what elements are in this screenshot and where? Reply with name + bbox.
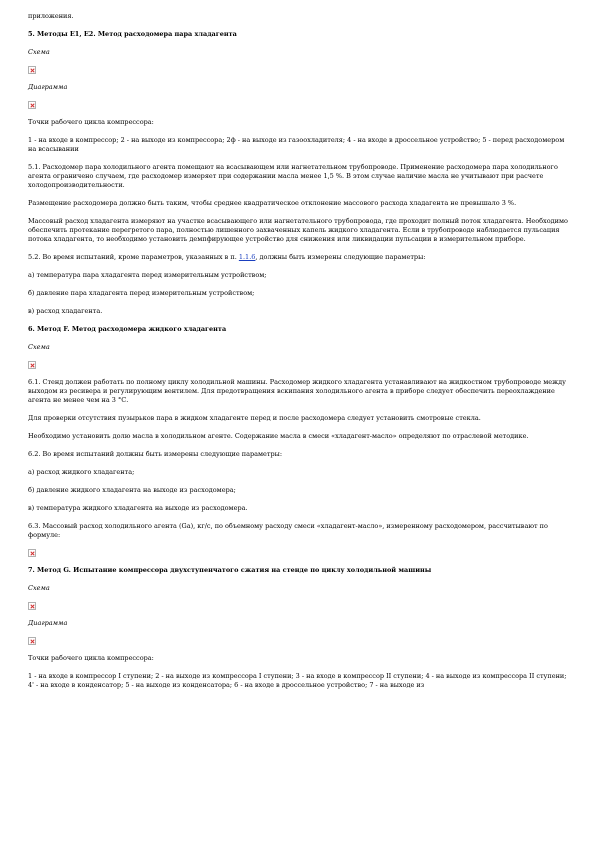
paragraph: Точки рабочего цикла компрессора: <box>28 118 154 126</box>
paragraph: 6.2. Во время испытаний должны быть измерены следующие параметры: <box>28 450 283 458</box>
section-heading-5: 5. Методы Е1, Е2. Метод расходомера пара хладагента <box>28 30 237 38</box>
paragraph: Размещение расходомера должно быть таким, чтобы среднее квадратическое отклонение массового расхода хладагента не превышало 3 %. <box>28 199 517 207</box>
paragraph: Необходимо установить долю масла в холодильном агенте. Содержание масла в смеси «хладагент-масло» определяют по отраслевой методике. <box>28 432 529 440</box>
paragraph: Точки рабочего цикла компрессора: <box>28 654 154 662</box>
broken-image-icon <box>28 602 36 610</box>
paragraph <box>28 253 568 262</box>
paragraph: Массовый расход хладагента измеряют на участке всасывающего или нагнетательного трубопровода, где проходит полный поток хладагента. Необходимо обеспечить протекание перегретого пара, полностью лишенного захваченных капель жидкого хладагента. Если в трубопроводе наблюдается пульсация потока хладагента, то необходимо установить демпфирующее устройство для снижения или ликвидации пульсации в измерительном приборе. <box>28 217 568 243</box>
paragraph: 1 - на входе в компрессор; 2 - на выходе из компрессора; 2ф - на выходе из газоохладителя; 4 - на входе в дроссельное устройство; 5 - перед расходомером на всасывании <box>28 136 565 153</box>
section-heading-6: 6. Метод F. Метод расходомера жидкого хладагента <box>28 325 227 333</box>
paragraph: 1 - на входе в компрессор I ступени; 2 - на выходе из компрессора I ступени; 3 - на входе в компрессор II ступени; 4 - на выходе из компрессора II ступени; 4' - на входе в конденсатор; 5 - на выходе из конденсатора; 6 - на входе в дроссельное устройство; 7 - на выходе из <box>28 672 567 689</box>
paragraph: 5.1. Расходомер пара холодильного агента помещают на всасывающем или нагнетательном трубопроводе. Применение расходомера пара холодильного агента ограничено случаем, где расходомер измеряет при содержании масла менее 1,5 %. В этом случае наличие масла не учитывают при расчете холодопроизводительности. <box>28 163 558 189</box>
section-heading-7: 7. Метод G. Испытание компрессора двухступенчатого сжатия на стенде по циклу холодильной машины <box>28 566 432 574</box>
paragraph: б) давление жидкого хладагента на выходе из расходомера; <box>28 486 236 494</box>
diagram-caption: Диаграмма <box>28 619 68 627</box>
scheme-caption: Схема <box>28 343 50 351</box>
paragraph: 6.1. Стенд должен работать по полному циклу холодильной машины. Расходомер жидкого хладагента устанавливают на жидкостном трубопроводе между выходом из ресивера и регулирующим вентилем. Для предотвращения вскипания холодильного агента в приборе следует обеспечить переохлаждение агента не менее чем на 3 °С. <box>28 378 566 404</box>
clause-link[interactable]: 1.1.6 <box>238 253 256 261</box>
broken-image-icon <box>28 101 36 109</box>
broken-image-icon <box>28 549 36 557</box>
paragraph: в) температура жидкого хладагента на выходе из расходомера. <box>28 504 248 512</box>
broken-image-icon <box>28 637 36 645</box>
paragraph: а) расход жидкого хладагента; <box>28 468 135 476</box>
paragraph: б) давление пара хладагента перед измерительным устройством; <box>28 289 255 297</box>
paragraph: в) расход хладагента. <box>28 307 103 315</box>
document-page <box>28 12 568 690</box>
paragraph-text: 5.2. Во время испытаний, кроме параметров, указанных в п. <box>28 253 239 261</box>
scheme-caption: Схема <box>28 584 50 592</box>
broken-image-icon <box>28 361 36 369</box>
diagram-caption: Диаграмма <box>28 83 68 91</box>
broken-image-icon <box>28 66 36 74</box>
paragraph: а) температура пара хладагента перед измерительным устройством; <box>28 271 267 279</box>
paragraph: 6.3. Массовый расход холодильного агента (Gа), кг/с, по объемному расходу смеси «хладагент-масло», измеренному расходомером, рассчитывают по формуле: <box>28 522 548 539</box>
scheme-caption: Схема <box>28 48 50 56</box>
paragraph: Для проверки отсутствия пузырьков пара в жидком хладагенте перед и после расходомера следует установить смотровые стекла. <box>28 414 481 422</box>
paragraph: приложения. <box>28 12 74 20</box>
paragraph-text: , должны быть измерены следующие параметры: <box>255 253 426 261</box>
